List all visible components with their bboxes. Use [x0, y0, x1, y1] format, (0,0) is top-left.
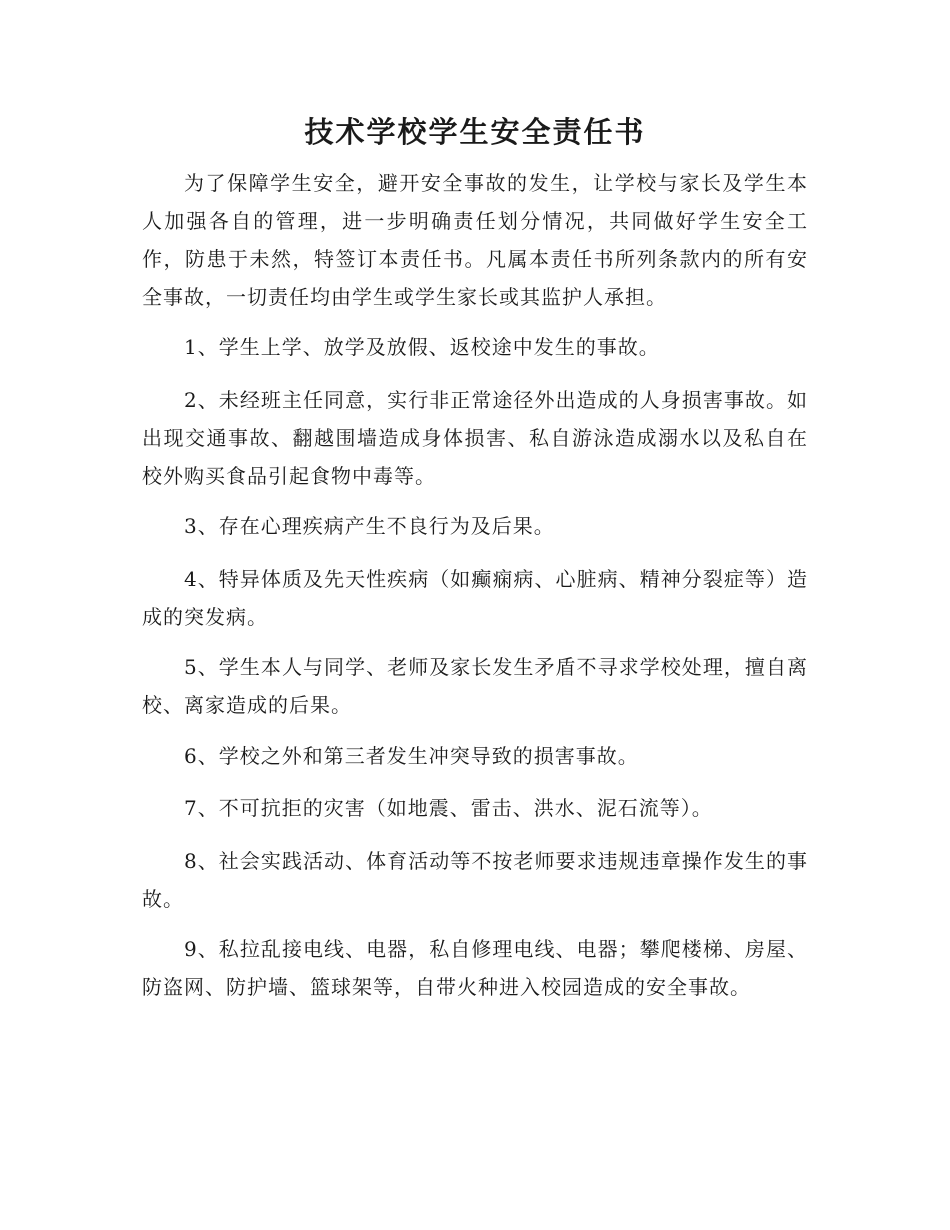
clause-6: 6、学校之外和第三者发生冲突导致的损害事故。: [184, 744, 639, 768]
clause-2: 2、未经班主任同意，实行非正常途径外出造成的人身损害事故。如出现交通事故、翻越围墙造成身体损害、私自游泳造成溺水以及私自在校外购买食品引起食物中毒等。: [142, 388, 808, 488]
clause-5: 5、学生本人与同学、老师及家长发生矛盾不寻求学校处理，擅自离校、离家造成的后果。: [142, 655, 808, 717]
clause-7: 7、不可抗拒的灾害（如地震、雷击、洪水、泥石流等）。: [184, 796, 713, 820]
intro-paragraph: 为了保障学生安全，避开安全事故的发生，让学校与家长及学生本人加强各自的管理，进一步明确责任划分情况，共同做好学生安全工作，防患于未然，特签订本责任书。凡属本责任书所列条款内的所有安全事故，一切责任均由学生或学生家长或其监护人承担。: [142, 171, 808, 309]
clause-1: 1、学生上学、放学及放假、返校途中发生的事故。: [184, 335, 660, 359]
clause-4: 4、特异体质及先天性疾病（如癫痫病、心脏病、精神分裂症等）造成的突发病。: [142, 567, 808, 629]
clause-8: 8、社会实践活动、体育活动等不按老师要求违规违章操作发生的事故。: [142, 849, 808, 911]
clause-3: 3、存在心理疾病产生不良行为及后果。: [184, 514, 555, 538]
clause-9: 9、私拉乱接电线、电器，私自修理电线、电器；攀爬楼梯、房屋、防盗网、防护墙、篮球架等，自带火种进入校园造成的安全事故。: [142, 937, 808, 999]
document-title: 技术学校学生安全责任书: [304, 115, 646, 149]
